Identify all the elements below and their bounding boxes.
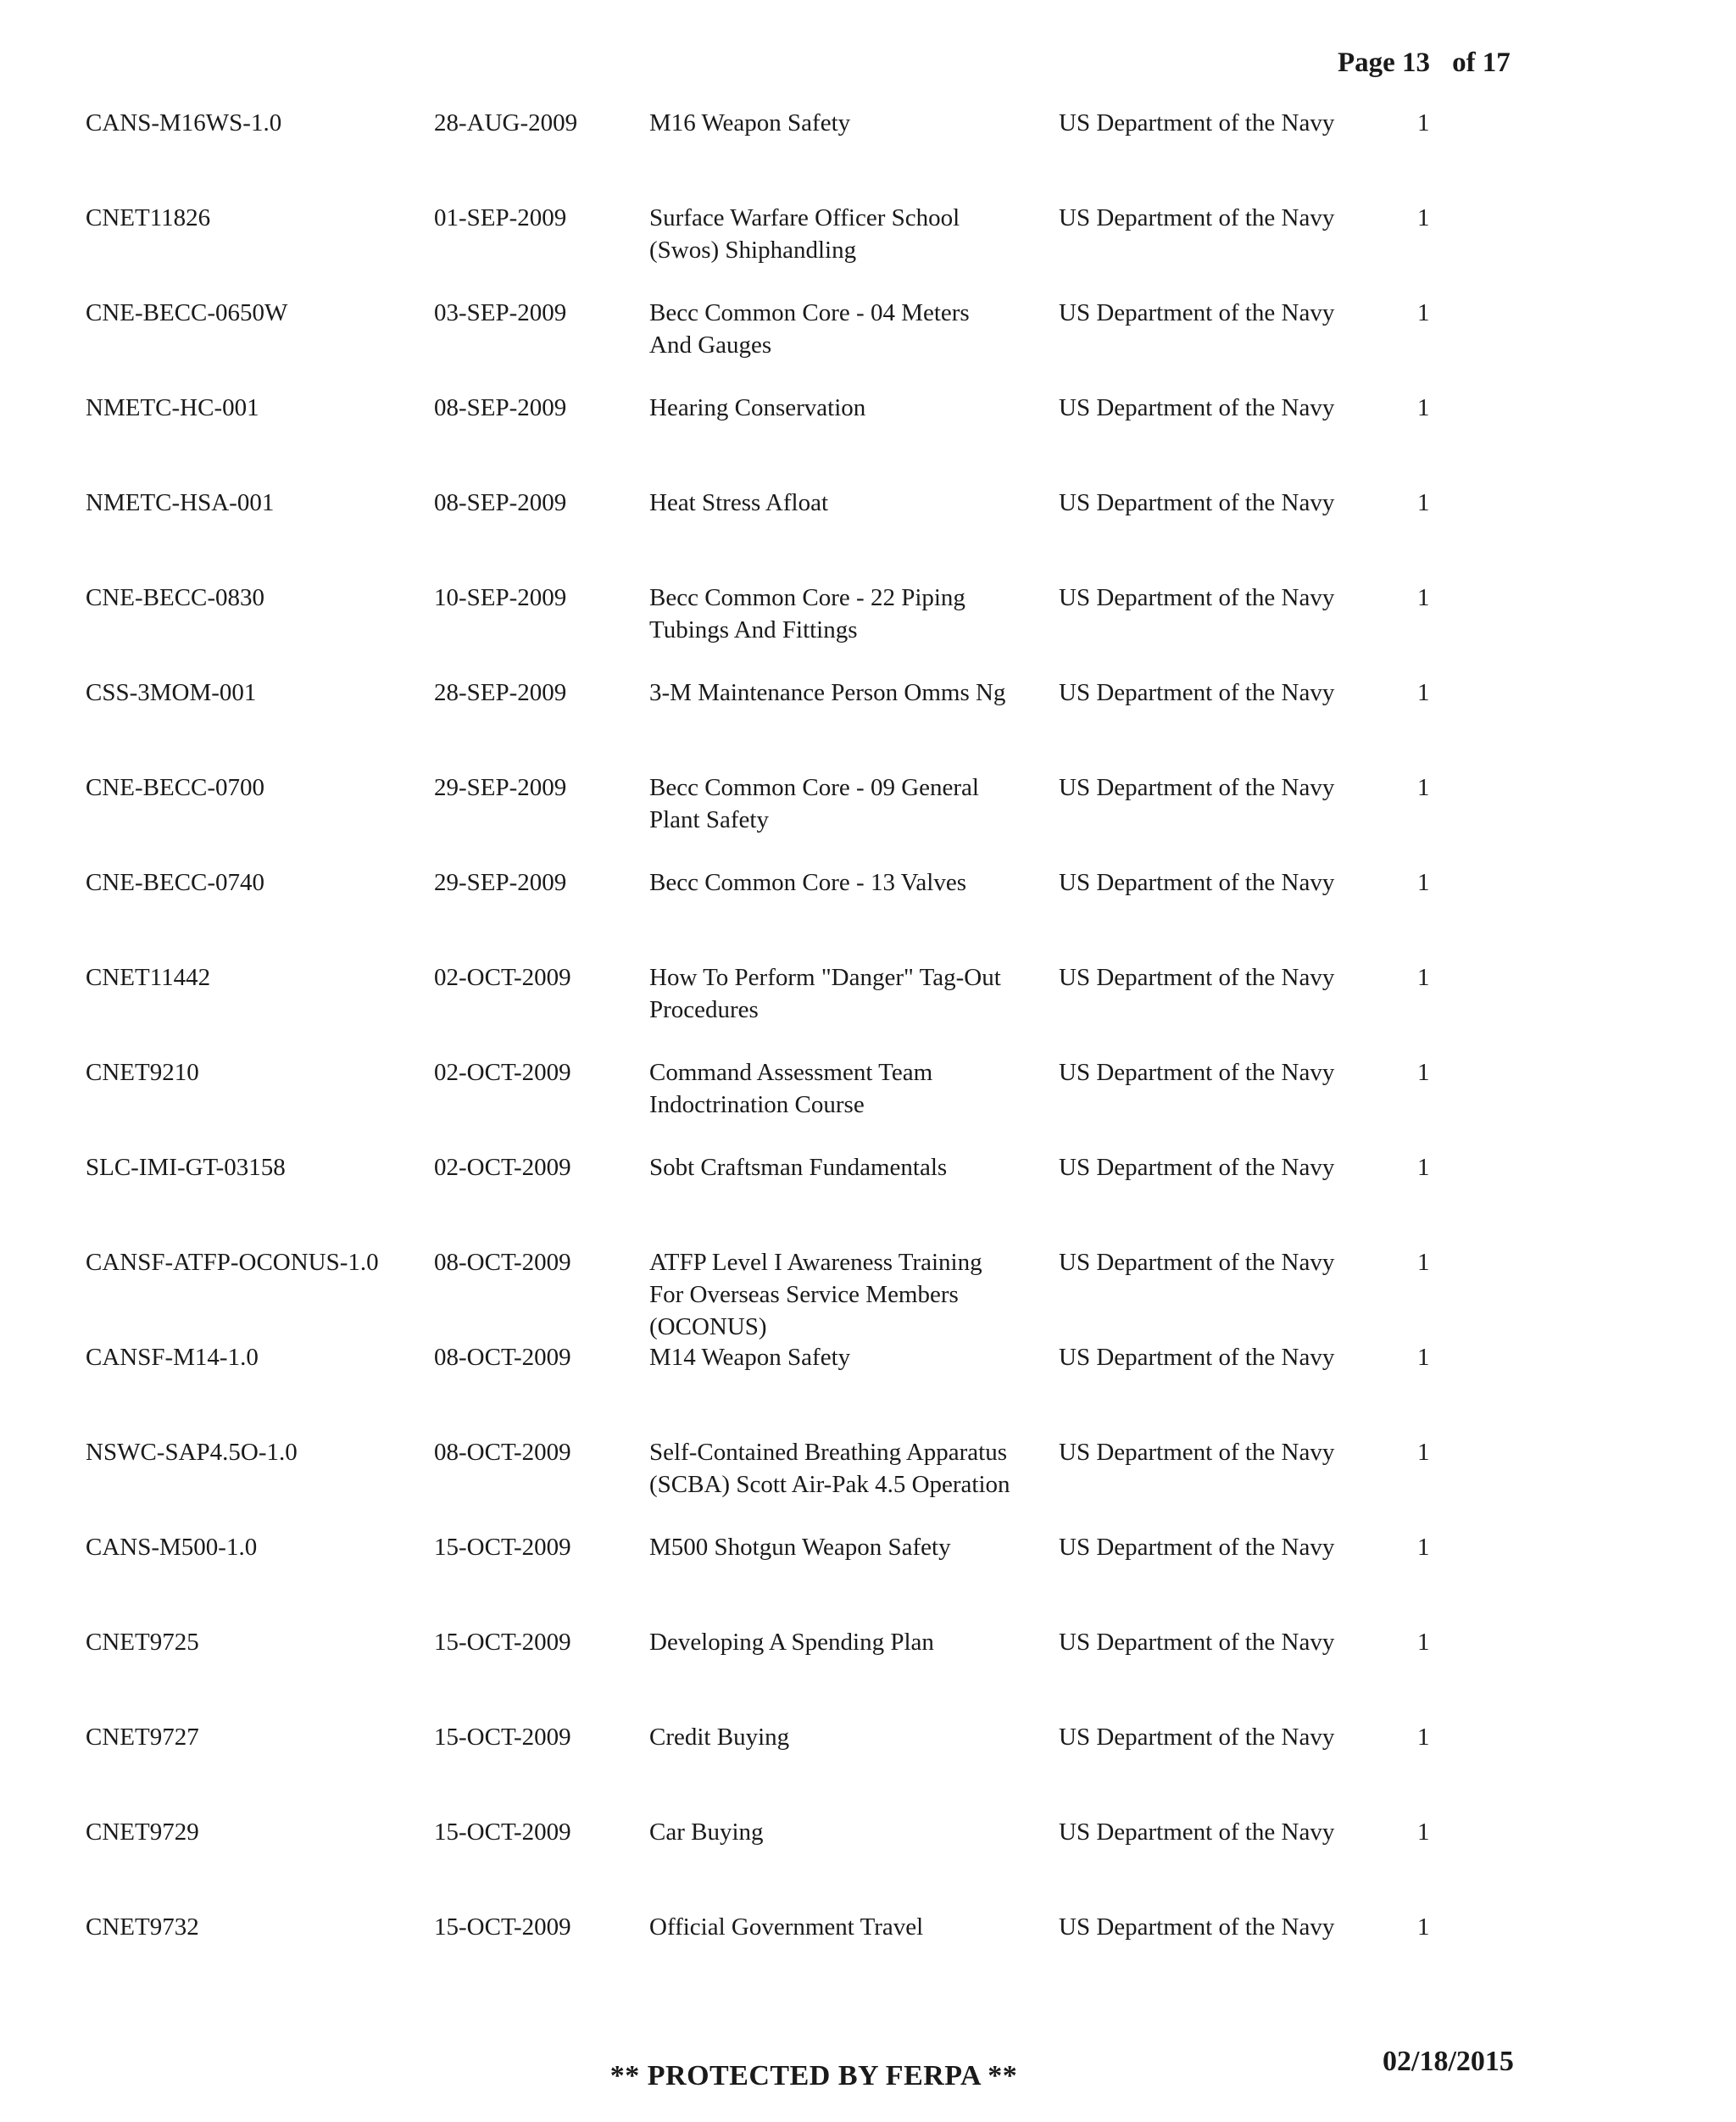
page-total: of 17 (1452, 47, 1511, 78)
course-title (649, 1626, 1022, 1658)
provider: US Department of the Navy (1059, 109, 1335, 136)
completion-date: 28-SEP-2009 (434, 679, 567, 706)
record-row (0, 582, 1736, 677)
completion-date: 29-SEP-2009 (434, 869, 567, 896)
course-title (649, 1531, 1022, 1563)
course-code: CANS-M16WS-1.0 (86, 109, 282, 136)
provider: US Department of the Navy (1059, 204, 1335, 231)
course-title (649, 487, 1022, 519)
provider: US Department of the Navy (1059, 1913, 1335, 1941)
course-code: NSWC-SAP4.5O-1.0 (86, 1439, 298, 1466)
record-row (0, 1816, 1736, 1911)
provider: US Department of the Navy (1059, 869, 1335, 896)
credit-count: 1 (1417, 1724, 1430, 1751)
completion-date: 02-OCT-2009 (434, 1059, 571, 1086)
course-title-line: M14 Weapon Safety (649, 1344, 851, 1371)
course-title-line: For Overseas Service Members (649, 1281, 959, 1308)
course-title (649, 202, 1022, 266)
course-title-line: And Gauges (649, 331, 772, 359)
course-title-line: Command Assessment Team (649, 1059, 933, 1086)
course-code: CNET9732 (86, 1913, 199, 1941)
credit-count: 1 (1417, 299, 1430, 326)
course-code: CNE-BECC-0650W (86, 299, 288, 326)
record-row (0, 1246, 1736, 1341)
completion-date: 01-SEP-2009 (434, 204, 567, 231)
credit-count: 1 (1417, 394, 1430, 421)
provider: US Department of the Navy (1059, 1818, 1335, 1846)
course-title (649, 107, 1022, 139)
provider: US Department of the Navy (1059, 1249, 1335, 1276)
course-code: CNET11442 (86, 964, 211, 991)
credit-count: 1 (1417, 204, 1430, 231)
completion-date: 15-OCT-2009 (434, 1913, 571, 1941)
course-code: NMETC-HSA-001 (86, 489, 275, 516)
course-title-line: 3-M Maintenance Person Omms Ng (649, 679, 1006, 706)
course-code: CANS-M500-1.0 (86, 1534, 258, 1561)
course-code: CNET9210 (86, 1059, 199, 1086)
course-code: SLC-IMI-GT-03158 (86, 1154, 286, 1181)
credit-count: 1 (1417, 1439, 1430, 1466)
record-row (0, 1436, 1736, 1531)
course-title (649, 961, 1022, 1026)
record-row (0, 866, 1736, 961)
completion-date: 02-OCT-2009 (434, 964, 571, 991)
provider: US Department of the Navy (1059, 299, 1335, 326)
completion-date: 15-OCT-2009 (434, 1629, 571, 1656)
course-code: CNET9725 (86, 1629, 199, 1656)
completion-date: 15-OCT-2009 (434, 1534, 571, 1561)
credit-count: 1 (1417, 489, 1430, 516)
course-title-line: Becc Common Core - 09 General (649, 774, 979, 801)
record-row (0, 297, 1736, 392)
course-title-line: (OCONUS) (649, 1313, 767, 1340)
record-row (0, 1341, 1736, 1436)
course-title-line: (SCBA) Scott Air-Pak 4.5 Operation (649, 1471, 1010, 1498)
completion-date: 08-SEP-2009 (434, 489, 567, 516)
provider: US Department of the Navy (1059, 1629, 1335, 1656)
credit-count: 1 (1417, 679, 1430, 706)
course-code: CNET11826 (86, 204, 211, 231)
course-code: CNE-BECC-0700 (86, 774, 265, 801)
record-row (0, 1626, 1736, 1721)
record-row (0, 487, 1736, 582)
course-title-line: Heat Stress Afloat (649, 489, 829, 516)
course-code: CANSF-ATFP-OCONUS-1.0 (86, 1249, 379, 1276)
record-row (0, 771, 1736, 866)
record-row (0, 677, 1736, 771)
provider: US Department of the Navy (1059, 679, 1335, 706)
course-code: NMETC-HC-001 (86, 394, 259, 421)
course-code: CNE-BECC-0830 (86, 584, 265, 611)
course-title (649, 1816, 1022, 1848)
print-date: 02/18/2015 (1383, 2046, 1514, 2077)
provider: US Department of the Navy (1059, 489, 1335, 516)
completion-date: 29-SEP-2009 (434, 774, 567, 801)
completion-date: 08-OCT-2009 (434, 1249, 571, 1276)
course-title-line: Indoctrination Course (649, 1091, 865, 1118)
provider: US Department of the Navy (1059, 584, 1335, 611)
ferpa-notice: ** PROTECTED BY FERPA ** (609, 2060, 1018, 2091)
course-title (649, 866, 1022, 899)
course-title (649, 1151, 1022, 1184)
record-row (0, 202, 1736, 297)
record-row (0, 1151, 1736, 1246)
provider: US Department of the Navy (1059, 1439, 1335, 1466)
course-title (649, 677, 1022, 709)
completion-date: 08-OCT-2009 (434, 1344, 571, 1371)
course-title-line: Becc Common Core - 22 Piping (649, 584, 965, 611)
credit-count: 1 (1417, 774, 1430, 801)
course-code: CNET9727 (86, 1724, 199, 1751)
course-code: CANSF-M14-1.0 (86, 1344, 259, 1371)
completion-date: 08-OCT-2009 (434, 1439, 571, 1466)
record-row (0, 1531, 1736, 1626)
provider: US Department of the Navy (1059, 1344, 1335, 1371)
course-title (649, 392, 1022, 424)
credit-count: 1 (1417, 964, 1430, 991)
provider: US Department of the Navy (1059, 1059, 1335, 1086)
credit-count: 1 (1417, 1059, 1430, 1086)
course-title (649, 1056, 1022, 1121)
completion-date: 08-SEP-2009 (434, 394, 567, 421)
credit-count: 1 (1417, 109, 1430, 136)
page-current: Page 13 (1338, 47, 1431, 78)
record-row (0, 1056, 1736, 1151)
credit-count: 1 (1417, 1818, 1430, 1846)
course-title (649, 771, 1022, 836)
provider: US Department of the Navy (1059, 394, 1335, 421)
credit-count: 1 (1417, 869, 1430, 896)
completion-date: 28-AUG-2009 (434, 109, 578, 136)
course-title-line: Self-Contained Breathing Apparatus (649, 1439, 1008, 1466)
course-title-line: Becc Common Core - 04 Meters (649, 299, 970, 326)
credit-count: 1 (1417, 1249, 1430, 1276)
course-title (649, 1341, 1022, 1373)
completion-date: 15-OCT-2009 (434, 1818, 571, 1846)
course-title-line: ATFP Level I Awareness Training (649, 1249, 982, 1276)
course-title (649, 1911, 1022, 1943)
credit-count: 1 (1417, 1534, 1430, 1561)
course-title-line: Procedures (649, 996, 759, 1023)
credit-count: 1 (1417, 584, 1430, 611)
course-title-line: How To Perform "Danger" Tag-Out (649, 964, 1001, 991)
credit-count: 1 (1417, 1154, 1430, 1181)
completion-date: 15-OCT-2009 (434, 1724, 571, 1751)
course-code: CNE-BECC-0740 (86, 869, 265, 896)
credit-count: 1 (1417, 1913, 1430, 1941)
provider: US Department of the Navy (1059, 1154, 1335, 1181)
completion-date: 10-SEP-2009 (434, 584, 567, 611)
record-row (0, 1911, 1736, 2006)
course-title-line: Developing A Spending Plan (649, 1629, 934, 1656)
credit-count: 1 (1417, 1629, 1430, 1656)
course-title-line: Official Government Travel (649, 1913, 924, 1941)
record-row (0, 1721, 1736, 1816)
course-title-line: Sobt Craftsman Fundamentals (649, 1154, 948, 1181)
course-title (649, 1246, 1022, 1343)
course-title-line: M500 Shotgun Weapon Safety (649, 1534, 951, 1561)
record-row (0, 392, 1736, 487)
course-title (649, 582, 1022, 646)
course-title-line: Credit Buying (649, 1724, 790, 1751)
course-title (649, 297, 1022, 361)
course-title-line: M16 Weapon Safety (649, 109, 851, 136)
course-title-line: Hearing Conservation (649, 394, 866, 421)
credit-count: 1 (1417, 1344, 1430, 1371)
record-row (0, 961, 1736, 1056)
provider: US Department of the Navy (1059, 1534, 1335, 1561)
course-title-line: (Swos) Shiphandling (649, 237, 857, 264)
page-number (1338, 47, 1511, 79)
course-title-line: Car Buying (649, 1818, 764, 1846)
completion-date: 03-SEP-2009 (434, 299, 567, 326)
course-title-line: Surface Warfare Officer School (649, 204, 960, 231)
completion-date: 02-OCT-2009 (434, 1154, 571, 1181)
provider: US Department of the Navy (1059, 774, 1335, 801)
course-code: CSS-3MOM-001 (86, 679, 257, 706)
record-row (0, 107, 1736, 202)
course-title-line: Becc Common Core - 13 Valves (649, 869, 966, 896)
provider: US Department of the Navy (1059, 1724, 1335, 1751)
course-code: CNET9729 (86, 1818, 199, 1846)
course-title (649, 1436, 1022, 1501)
course-title (649, 1721, 1022, 1753)
course-title-line: Tubings And Fittings (649, 616, 858, 643)
provider: US Department of the Navy (1059, 964, 1335, 991)
course-title-line: Plant Safety (649, 806, 769, 833)
